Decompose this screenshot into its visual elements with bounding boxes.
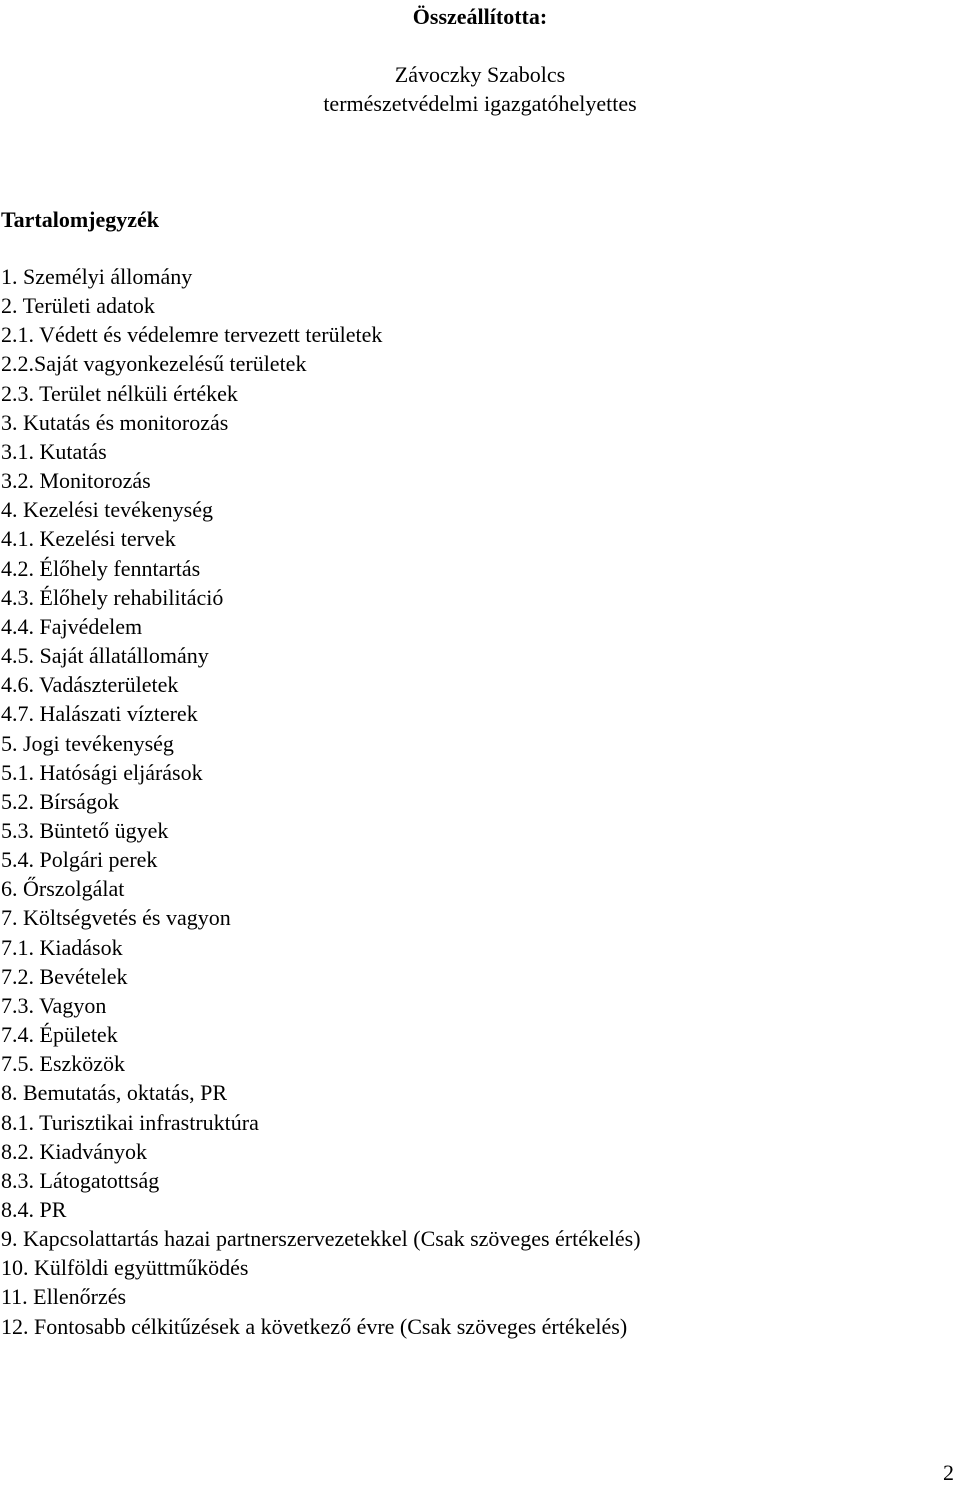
toc-item: 8.2. Kiadványok xyxy=(1,1138,148,1164)
toc-item: 4.2. Élőhely fenntartás xyxy=(1,555,201,581)
toc-item: 8.3. Látogatottság xyxy=(1,1167,160,1193)
toc-item: 12. Fontosabb célkitűzések a következő évre (Csak szöveges értékelés) xyxy=(1,1313,628,1339)
toc-item: 5.3. Büntető ügyek xyxy=(1,817,169,843)
toc-item: 8. Bemutatás, oktatás, PR xyxy=(1,1080,228,1106)
toc-item: 7.5. Eszközök xyxy=(1,1051,126,1077)
toc-item: 8.4. PR xyxy=(1,1197,67,1222)
toc-item: 9. Kapcsolattartás hazai partnerszervezetekkel (Csak szöveges értékelés) xyxy=(1,1226,641,1252)
toc-item: 4. Kezelési tevékenység xyxy=(1,497,213,523)
toc-item: 1. Személyi állomány xyxy=(1,264,193,289)
toc-item: 2.2.Saját vagyonkezelésű területek xyxy=(1,351,307,377)
page-number: 2 xyxy=(943,1460,954,1485)
toc-item: 4.4. Fajvédelem xyxy=(1,613,143,639)
toc-item: 7. Költségvetés és vagyon xyxy=(1,905,231,931)
author-block xyxy=(0,60,960,118)
toc-title: Tartalomjegyzék xyxy=(1,207,160,232)
toc-item: 5.2. Bírságok xyxy=(1,788,119,814)
toc-item: 2. Területi adatok xyxy=(1,293,155,319)
toc-item: 4.3. Élőhely rehabilitáció xyxy=(1,584,224,610)
author-name: Závoczky Szabolcs xyxy=(394,62,566,87)
toc-item: 2.3. Terület nélküli értékek xyxy=(1,380,238,406)
toc-item: 6. Őrszolgálat xyxy=(1,876,125,902)
toc-item: 4.7. Halászati vízterek xyxy=(1,701,198,727)
toc-item: 3.1. Kutatás xyxy=(1,438,107,464)
toc-item: 4.6. Vadászterületek xyxy=(1,672,179,698)
toc-item: 4.1. Kezelési tervek xyxy=(1,526,176,552)
toc-item: 7.3. Vagyon xyxy=(1,992,107,1018)
toc-list xyxy=(1,262,641,1341)
toc-item: 7.1. Kiadások xyxy=(1,934,123,960)
toc-item: 10. Külföldi együttműködés xyxy=(1,1255,249,1281)
toc-item: 5. Jogi tevékenység xyxy=(1,730,174,756)
toc-item: 5.4. Polgári perek xyxy=(1,847,158,873)
toc-item: 5.1. Hatósági eljárások xyxy=(1,759,203,785)
compiled-by-heading: Összeállította: xyxy=(412,4,548,29)
toc-item: 3. Kutatás és monitorozás xyxy=(1,409,229,435)
toc-item: 2.1. Védett és védelemre tervezett területek xyxy=(1,322,383,348)
author-role: természetvédelmi igazgatóhelyettes xyxy=(323,91,637,116)
toc-item: 4.5. Saját állatállomány xyxy=(1,643,209,669)
toc-item: 8.1. Turisztikai infrastruktúra xyxy=(1,1109,259,1135)
toc-item: 7.2. Bevételek xyxy=(1,963,128,989)
toc-item: 7.4. Épületek xyxy=(1,1022,118,1048)
toc-item: 3.2. Monitorozás xyxy=(1,468,151,494)
toc-item: 11. Ellenőrzés xyxy=(1,1284,127,1310)
